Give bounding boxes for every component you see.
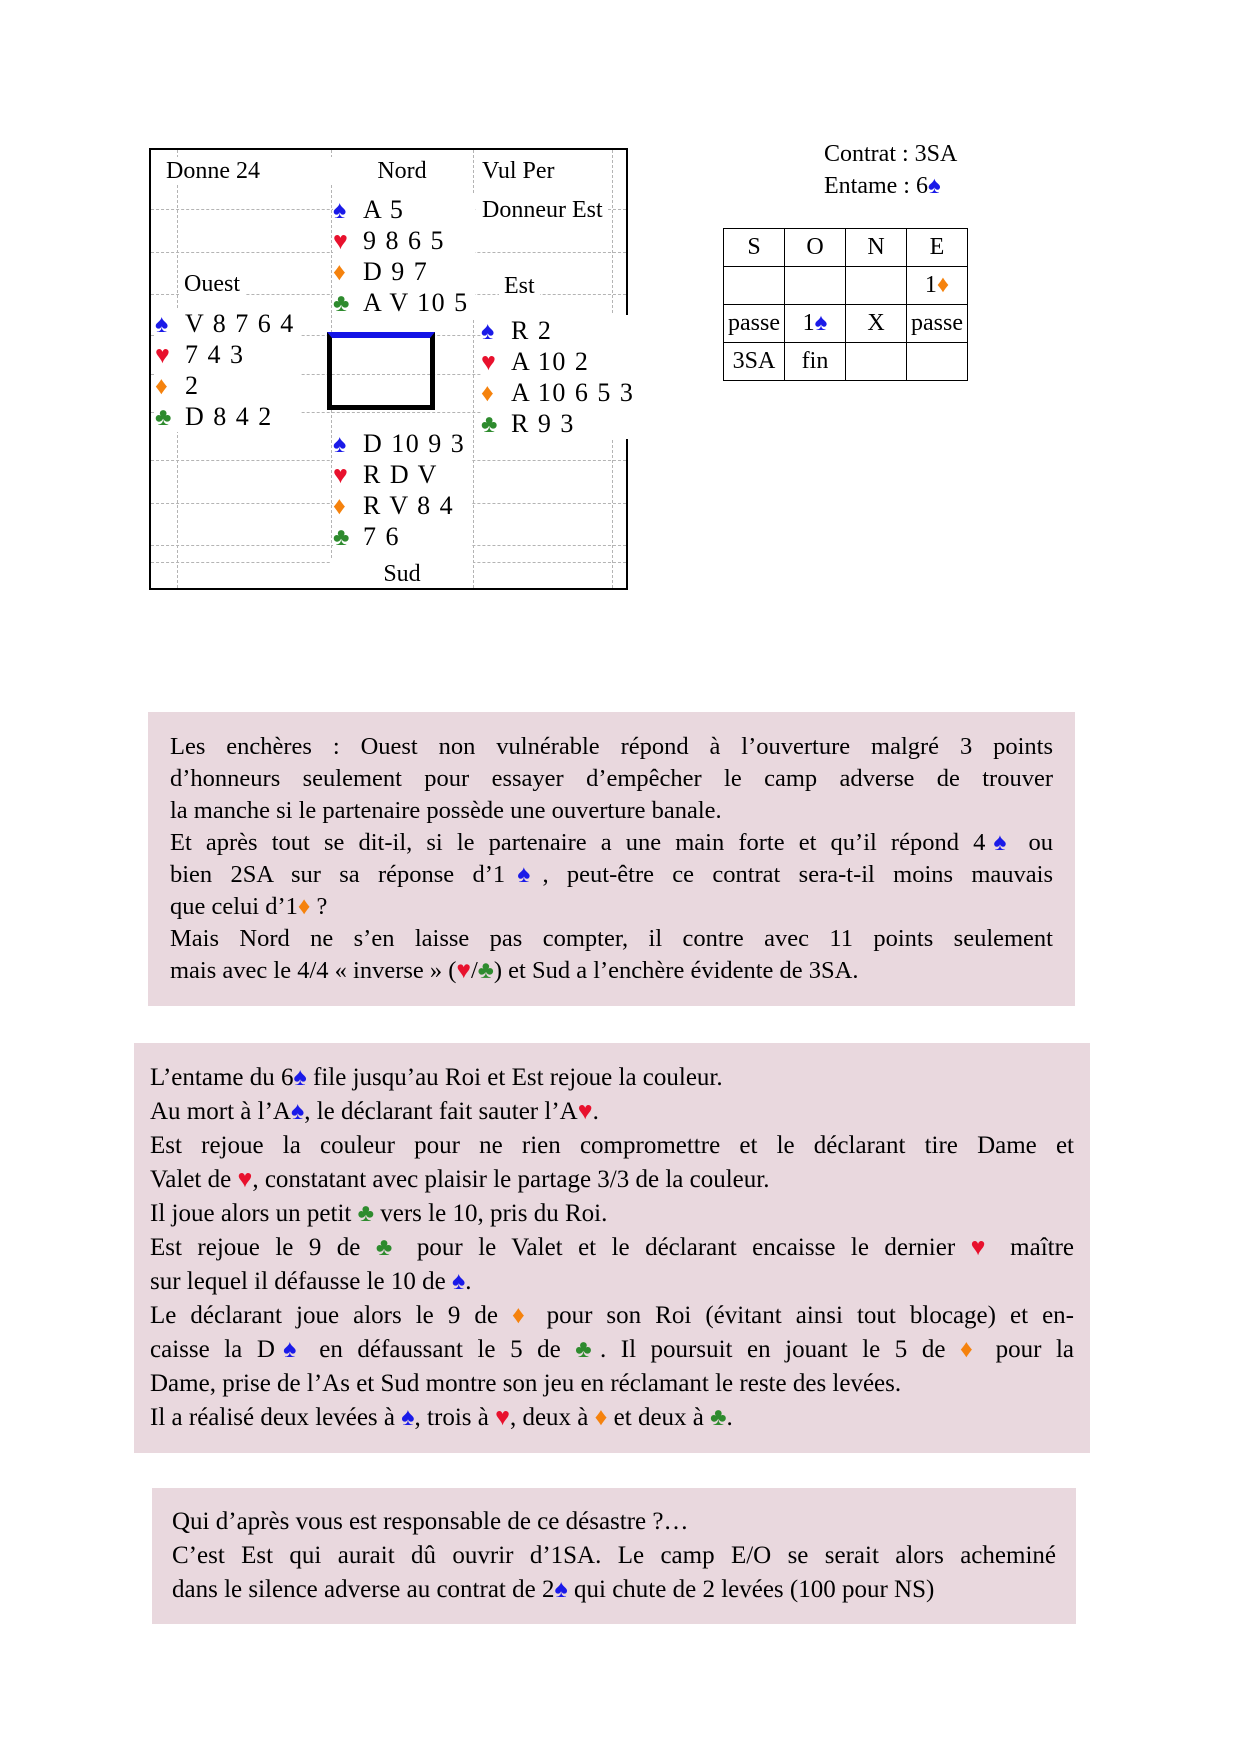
opening-lead-line — [824, 170, 957, 202]
text-run: ? — [310, 893, 328, 920]
text-run: et deux à — [607, 1404, 711, 1431]
contract-line: Contrat : 3SA — [824, 141, 958, 167]
hand-est — [481, 315, 640, 439]
heart-icon: ♥ — [155, 342, 170, 369]
text-line — [170, 955, 1053, 987]
heart-icon: ♥ — [237, 1166, 253, 1193]
bid-cell — [785, 267, 846, 305]
club-icon: ♣ — [575, 1336, 600, 1363]
bidding-header-cell: S — [724, 229, 785, 267]
commentary-block-bidding — [148, 712, 1075, 1006]
suit-line-spade — [333, 194, 469, 225]
bid-cell — [846, 343, 907, 381]
bid-cell — [846, 267, 907, 305]
text-run: , peut-être ce contrat sera-t-il moins mauvais — [542, 861, 1053, 888]
text-run: . — [726, 1404, 733, 1431]
hand-nord — [333, 194, 475, 318]
diamond-icon: ♦ — [511, 1302, 533, 1329]
text-run: L’entame du 6 — [150, 1064, 294, 1091]
text-run: 1 — [802, 310, 815, 336]
text-line — [150, 1061, 1074, 1095]
text-run: / — [470, 957, 478, 984]
text-run: file jusqu’au Roi et Est rejoue la couleur. — [306, 1064, 723, 1091]
text-run: ) et Sud a l’enchère évidente de 3SA. — [493, 957, 859, 984]
seat-label-nord: Nord — [331, 157, 473, 185]
suit-line-spade — [155, 308, 295, 339]
bidding-header-row — [724, 229, 968, 267]
diamond-icon: ♦ — [481, 380, 494, 407]
diamond-icon: ♦ — [333, 493, 346, 520]
heart-icon: ♥ — [970, 1234, 995, 1261]
text-run: Le déclarant joue alors le 9 de — [150, 1302, 512, 1329]
text-line — [172, 1539, 1056, 1573]
suit-line-diamond — [155, 370, 295, 401]
heart-icon: ♥ — [495, 1404, 510, 1431]
deal-diagram — [149, 148, 635, 590]
bid-cell — [785, 305, 846, 343]
diamond-icon: ♦ — [959, 1336, 982, 1363]
text-run: fin — [801, 348, 829, 374]
spade-icon: ♠ — [505, 861, 543, 888]
card-ranks: A 5 — [363, 195, 405, 224]
table-center-box — [327, 332, 435, 410]
diamond-icon: ♦ — [155, 373, 168, 400]
text-run: caisse la D — [150, 1336, 275, 1363]
text-run: la manche si le partenaire possède une ouverture banale. — [170, 797, 722, 824]
spade-icon: ♠ — [274, 1336, 305, 1363]
text-run: que celui d’1 — [170, 893, 298, 920]
card-ranks: 7 4 3 — [185, 340, 245, 369]
text-run: Entame : 6 — [824, 173, 928, 199]
text-run: 3SA — [732, 348, 776, 374]
suit-line-heart — [333, 459, 465, 490]
text-run: Valet de — [150, 1166, 238, 1193]
bidding-header-cell: O — [785, 229, 846, 267]
text-line — [170, 923, 1053, 955]
bid-cell — [724, 267, 785, 305]
spade-icon: ♠ — [481, 318, 495, 345]
bidding-row — [724, 305, 968, 343]
text-run: C’est Est qui aurait dû ouvrir d’1SA. Le camp E/O se serait alors acheminé — [172, 1542, 1056, 1569]
card-ranks: R D V — [363, 460, 438, 489]
text-run: sur lequel il défausse le 10 de — [150, 1268, 452, 1295]
text-run: maître — [994, 1234, 1075, 1261]
bidding-table — [723, 228, 968, 381]
club-icon: ♣ — [333, 290, 350, 317]
bid-cell — [907, 305, 968, 343]
text-line — [170, 891, 1053, 923]
card-ranks: D 10 9 3 — [363, 429, 466, 458]
diamond-icon: ♦ — [297, 893, 311, 920]
club-icon: ♣ — [375, 1234, 402, 1261]
text-run: Les enchères : Ouest non vulnérable répond à l’ouverture malgré 3 points — [170, 733, 1053, 760]
spade-icon: ♠ — [985, 829, 1015, 856]
spade-icon: ♠ — [290, 1098, 305, 1125]
bid-cell — [907, 343, 968, 381]
text-run: ou — [1014, 829, 1054, 856]
text-line — [170, 731, 1053, 763]
bid-cell — [724, 343, 785, 381]
suit-line-spade — [481, 315, 634, 346]
club-icon: ♣ — [481, 411, 498, 438]
bid-cell — [724, 305, 785, 343]
text-run: , constatant avec plaisir le partage 3/3 de la couleur. — [252, 1166, 770, 1193]
text-run: . — [592, 1098, 599, 1125]
suit-line-spade — [333, 428, 465, 459]
suit-line-club — [333, 287, 469, 318]
text-run: d’honneurs seulement pour essayer d’empêcher le camp adverse de trouver — [170, 765, 1053, 792]
suit-line-club — [333, 521, 465, 552]
text-run: , le déclarant fait sauter l’A — [304, 1098, 578, 1125]
bidding-row — [724, 267, 968, 305]
club-icon: ♣ — [155, 404, 172, 431]
text-line — [150, 1333, 1074, 1367]
text-line — [172, 1505, 1056, 1539]
text-run: , deux à — [509, 1404, 595, 1431]
text-line — [150, 1367, 1074, 1401]
diamond-icon: ♦ — [594, 1404, 608, 1431]
text-line — [150, 1401, 1074, 1435]
text-run: . Il poursuit en jouant le 5 de — [599, 1336, 960, 1363]
text-run: Mais Nord ne s’en laisse pas compter, il contre avec 11 points seulement — [170, 925, 1053, 952]
suit-line-diamond — [481, 377, 634, 408]
diamond-icon: ♦ — [333, 259, 346, 286]
heart-icon: ♥ — [333, 228, 348, 255]
deal-number-label: Donne 24 — [161, 157, 265, 185]
text-run: qui chute de 2 levées (100 pour NS) — [567, 1576, 935, 1603]
bidding-header-cell: N — [846, 229, 907, 267]
club-icon: ♣ — [710, 1404, 727, 1431]
text-run: Et après tout se dit-il, si le partenaire a une main forte et qu’il répond 4 — [170, 829, 986, 856]
text-run: Est rejoue le 9 de — [150, 1234, 376, 1261]
dealer-label: Donneur Est — [477, 196, 608, 224]
suit-line-diamond — [333, 490, 465, 521]
diamond-icon: ♦ — [936, 272, 950, 298]
suit-line-heart — [155, 339, 295, 370]
bid-cell — [846, 305, 907, 343]
heart-icon: ♥ — [577, 1098, 593, 1125]
text-run: dans le silence adverse au contrat de 2 — [172, 1576, 555, 1603]
club-icon: ♣ — [477, 957, 494, 984]
suit-line-club — [481, 408, 634, 439]
text-line — [150, 1095, 1074, 1129]
seat-label-sud: Sud — [331, 560, 473, 588]
commentary-block-play — [134, 1043, 1090, 1453]
text-run: Il joue alors un petit — [150, 1200, 358, 1227]
club-icon: ♣ — [357, 1200, 374, 1227]
card-ranks: D 8 4 2 — [185, 402, 273, 431]
card-ranks: D 9 7 — [363, 257, 429, 286]
spade-icon: ♠ — [927, 173, 941, 199]
text-run: pour la — [981, 1336, 1074, 1363]
suit-line-heart — [333, 225, 469, 256]
bid-cell — [785, 343, 846, 381]
suit-line-heart — [481, 346, 634, 377]
card-ranks: A 10 6 5 3 — [511, 378, 635, 407]
spade-icon: ♠ — [814, 310, 828, 336]
spade-icon: ♠ — [155, 311, 169, 338]
text-run: . — [465, 1268, 472, 1295]
card-ranks: 9 8 6 5 — [363, 226, 445, 255]
text-line — [172, 1573, 1056, 1607]
seat-label-ouest: Ouest — [179, 270, 245, 298]
text-run: Dame, prise de l’As et Sud montre son jeu en réclamant le reste des levées. — [150, 1370, 902, 1397]
text-run: Est rejoue la couleur pour ne rien compromettre et le déclarant tire Dame et — [150, 1132, 1074, 1159]
text-run: Qui d’après vous est responsable de ce désastre ?… — [172, 1508, 689, 1535]
hand-ouest — [155, 308, 301, 432]
card-ranks: A V 10 5 — [363, 288, 469, 317]
spade-icon: ♠ — [554, 1576, 568, 1603]
text-line — [170, 859, 1053, 891]
text-line — [150, 1163, 1074, 1197]
text-run: 1 — [924, 272, 937, 298]
text-run: vers le 10, pris du Roi. — [374, 1200, 608, 1227]
heart-icon: ♥ — [481, 349, 496, 376]
text-run: Au mort à l’A — [150, 1098, 291, 1125]
spade-icon: ♠ — [333, 197, 347, 224]
text-line — [150, 1129, 1074, 1163]
card-ranks: R 9 3 — [511, 409, 575, 438]
text-run: mais avec le 4/4 « inverse » ( — [170, 957, 457, 984]
spade-icon: ♠ — [401, 1404, 415, 1431]
text-line — [170, 795, 1053, 827]
card-ranks: 7 6 — [363, 522, 400, 551]
spade-icon: ♠ — [333, 431, 347, 458]
text-run: pour son Roi (évitant ainsi tout blocage) et en- — [532, 1302, 1074, 1329]
spade-icon: ♠ — [452, 1268, 466, 1295]
text-line — [150, 1231, 1074, 1265]
text-run: X — [867, 310, 885, 336]
text-line — [170, 763, 1053, 795]
text-line — [150, 1299, 1074, 1333]
heart-icon: ♥ — [456, 957, 471, 984]
hand-sud — [333, 428, 471, 552]
card-ranks: A 10 2 — [511, 347, 590, 376]
bidding-row — [724, 343, 968, 381]
spade-icon: ♠ — [293, 1064, 307, 1091]
card-ranks: R V 8 4 — [363, 491, 455, 520]
seat-label-est: Est — [499, 272, 540, 300]
club-icon: ♣ — [333, 524, 350, 551]
text-run: passe — [911, 310, 963, 336]
text-line — [170, 827, 1053, 859]
text-run: bien 2SA sur sa réponse d’1 — [170, 861, 506, 888]
text-run: pour le Valet et le déclarant encaisse le dernier — [401, 1234, 971, 1261]
card-ranks: 2 — [185, 371, 200, 400]
card-ranks: R 2 — [511, 316, 553, 345]
text-line — [150, 1265, 1074, 1299]
bidding-header-cell: E — [907, 229, 968, 267]
text-run: passe — [728, 310, 780, 336]
suit-line-diamond — [333, 256, 469, 287]
heart-icon: ♥ — [333, 462, 348, 489]
text-line — [150, 1197, 1074, 1231]
bid-cell — [907, 267, 968, 305]
vulnerability-label: Vul Per — [477, 157, 560, 185]
commentary-block-conclusion — [152, 1488, 1076, 1624]
card-ranks: V 8 7 6 4 — [185, 309, 295, 338]
contract-info — [824, 138, 957, 202]
text-run: Il a réalisé deux levées à — [150, 1404, 402, 1431]
text-run: en défaussant le 5 de — [304, 1336, 576, 1363]
text-run: , trois à — [414, 1404, 496, 1431]
suit-line-club — [155, 401, 295, 432]
